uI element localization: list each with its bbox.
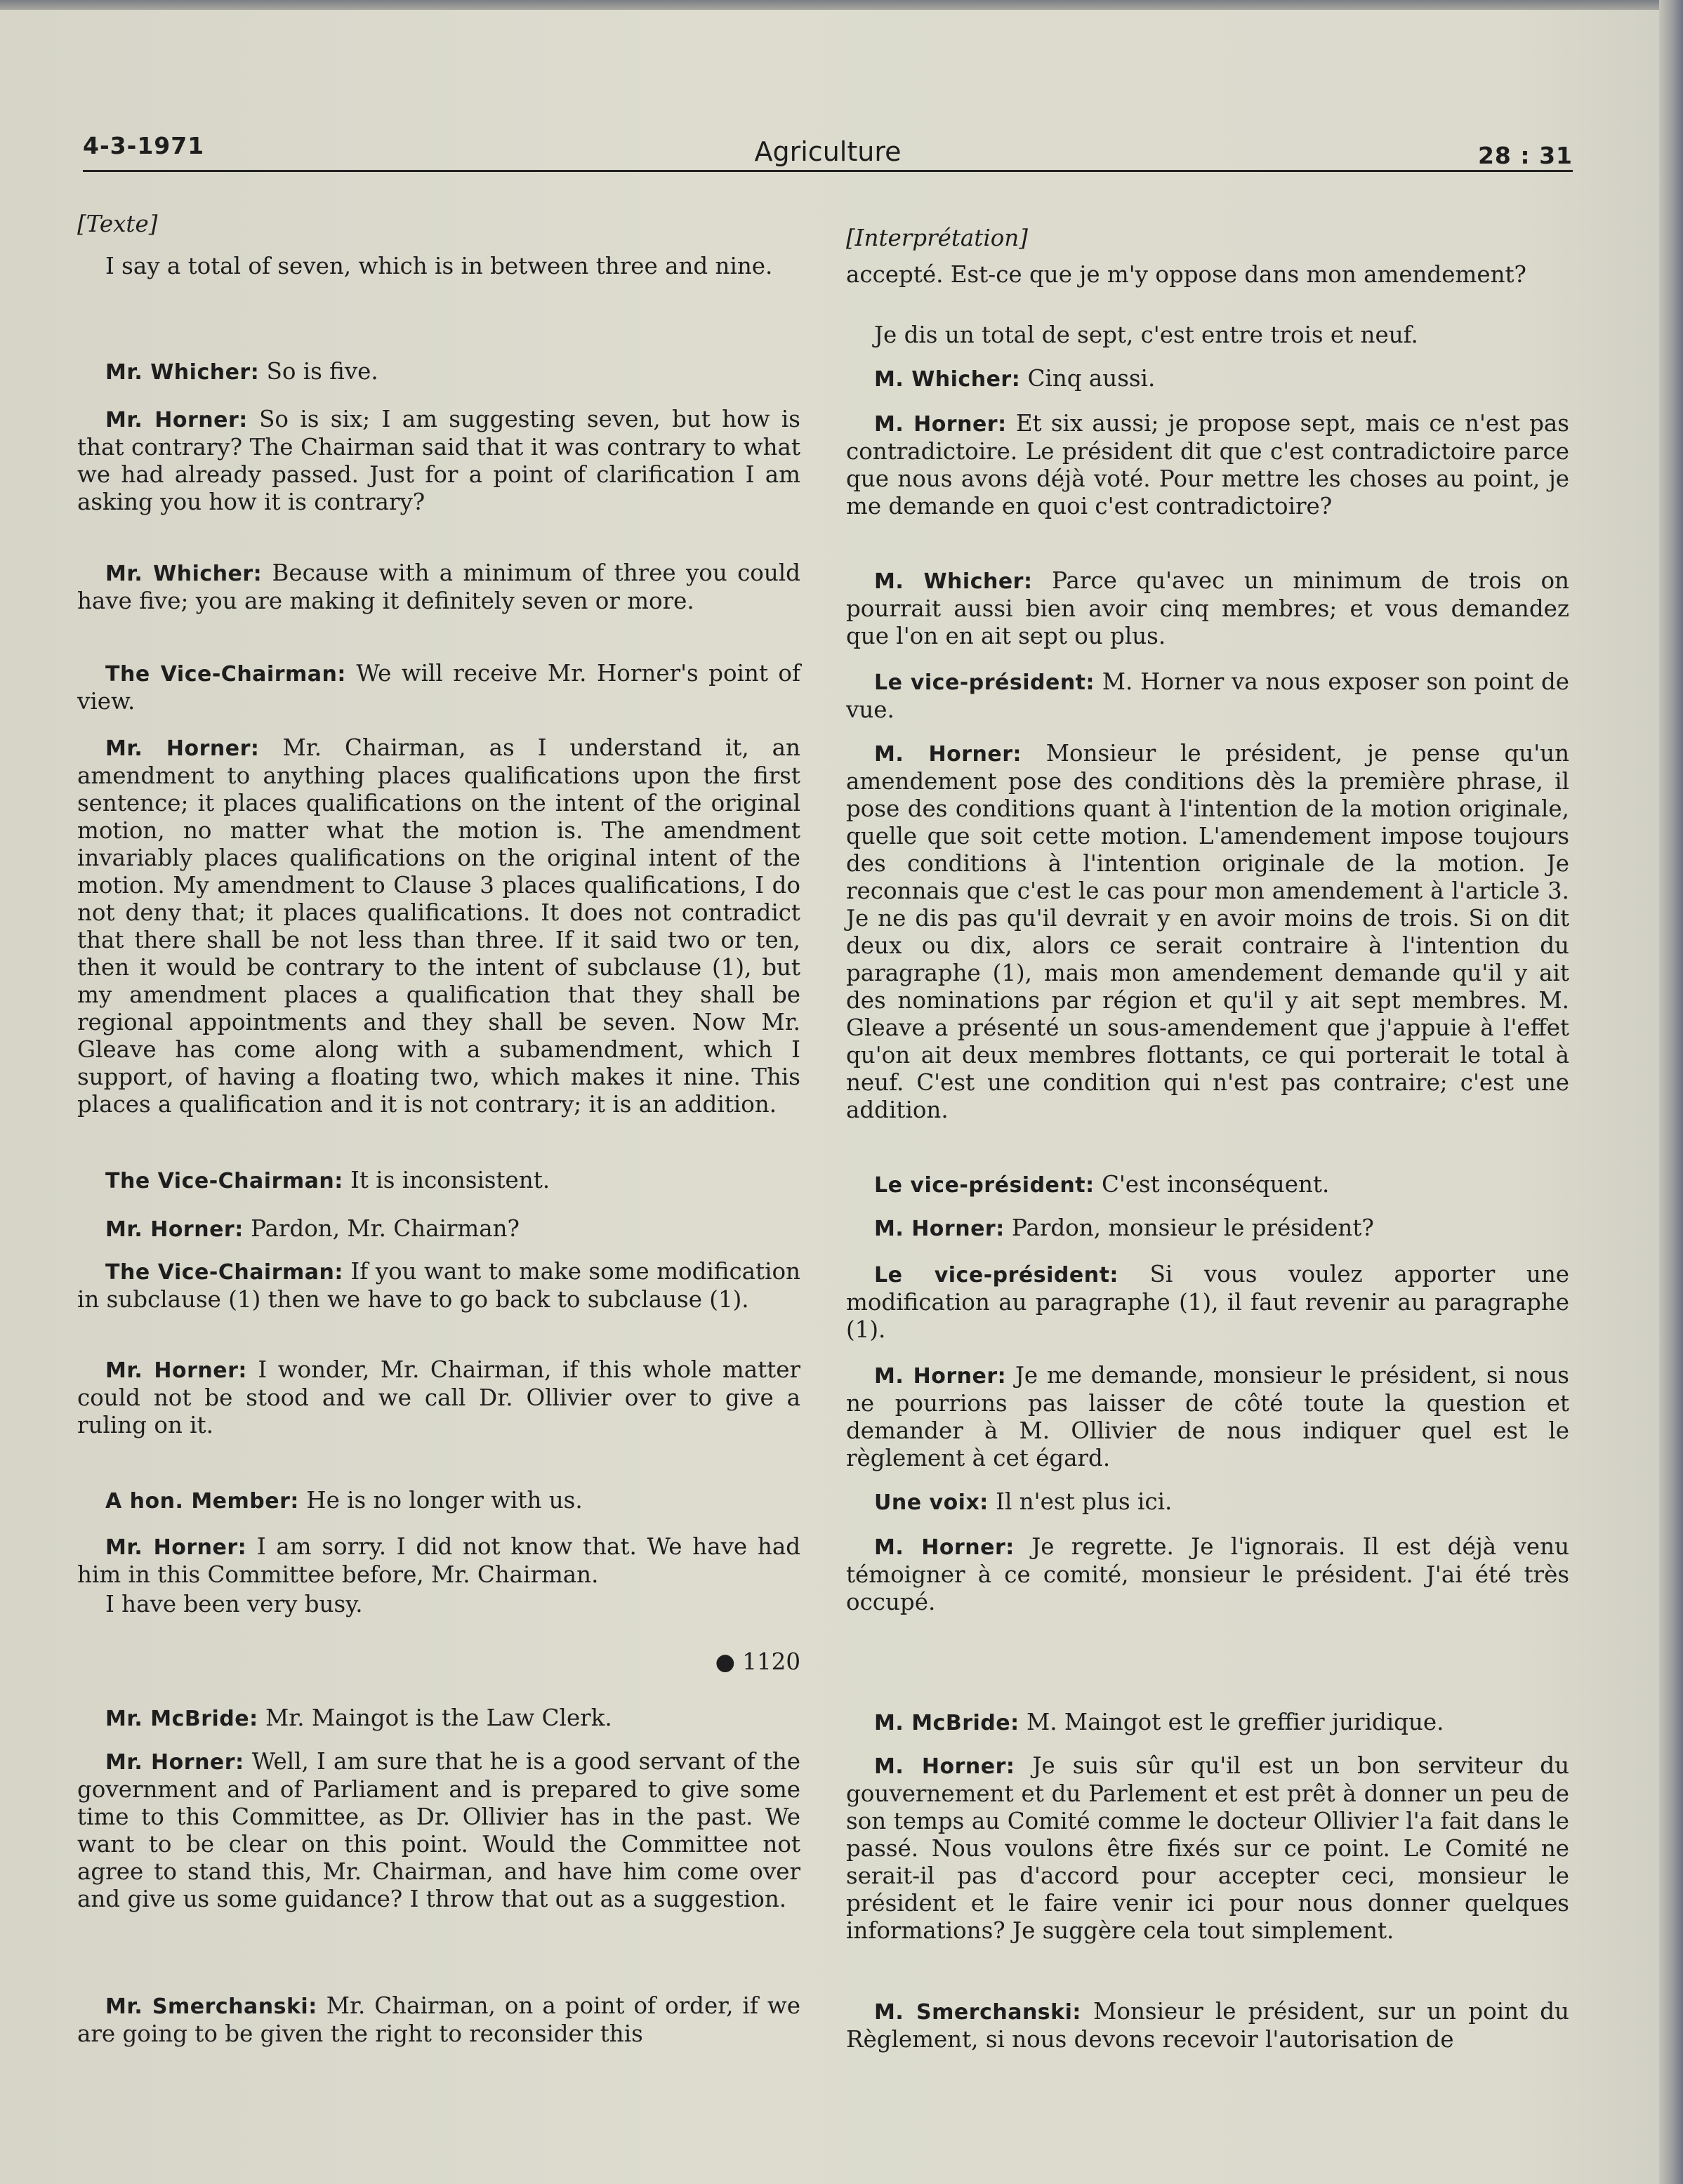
paragraph [846,1362,1569,1472]
paragraph [846,365,1569,393]
speaker-name: M. Horner: [874,412,1007,437]
paragraph [846,410,1569,520]
speaker-name: Le vice-président: [874,1263,1118,1288]
paragraph-text: Il n'est plus ici. [996,1488,1173,1515]
paragraph [77,660,800,715]
paragraph [77,560,800,615]
paragraph-text: Monsieur le président, je pense qu'un amendement pose des conditions dès la première phrase, il pose des conditions quant à l'intention de la motion originale, quelle que soit cette motion. L'amendement impose toujours des conditions à l'intention originale de la motion. Je reconnais que c'est le cas pour mon amendement à l'article 3. Je ne dis pas qu'il devrait y en avoir moins de trois. Si on dit deux ou dix, alors ce serait contraire à l'intention du paragraphe (1), mais mon amendement demande qu'il y ait des nominations par région et qu'il y ait sept membres. M. Gleave a présenté un sous-amendement que j'appuie à l'effet qu'on ait deux membres flottants, ce qui porterait le total à neuf. C'est une condition qui n'est pas contraire; c'est une addition. [846,740,1570,1123]
paragraph-text: We will receive Mr. Horner's point of view. [77,660,800,715]
paragraph-text: He is no longer with us. [306,1487,583,1514]
paragraph [77,1705,800,1733]
speaker-name: Mr. Horner: [105,1217,244,1242]
paragraph-text: I say a total of seven, which is in between three and nine. [105,253,773,279]
paragraph-text: Pardon, monsieur le président? [1012,1215,1374,1241]
paragraph [77,1992,800,2048]
speaker-name: Le vice-président: [874,1173,1095,1198]
paragraph-text: Cinq aussi. [1027,365,1156,392]
speaker-name: Mr. McBride: [105,1707,258,1731]
speaker-name: The Vice-Chairman: [105,662,346,687]
section-label [77,211,800,238]
speaker-name: Le vice-président: [874,670,1095,695]
paragraph [846,322,1569,350]
paragraph [846,1215,1569,1243]
speaker-name: The Vice-Chairman: [105,1169,343,1193]
time-marker: ● 1120 [715,1648,800,1675]
speaker-name: M. Whicher: [874,367,1021,392]
paragraph-text: I am sorry. I did not know that. We have had him in this Committee before, Mr. Chairman. [77,1533,800,1588]
paragraph-text: Je regrette. Je l'ignorais. Il est déjà venu témoigner à ce comité, monsieur le président. J'ai été très occupé. [846,1533,1569,1615]
paragraph-text: M. Horner va nous exposer son point de vue. [846,668,1569,723]
running-header [83,126,1573,170]
paragraph [77,1356,800,1439]
paragraph [77,1487,800,1515]
paragraph [77,1167,800,1195]
paragraph [846,668,1569,724]
paragraph [846,1709,1569,1737]
paragraph [846,740,1569,1124]
paragraph-text: Monsieur le président, sur un point du Règlement, si nous devons recevoir l'autorisation de [846,1998,1569,2053]
paragraph-text: Because with a minimum of three you could have five; you are making it definitely seven or more. [77,560,800,614]
paragraph [846,1998,1569,2053]
speaker-name: Mr. Horner: [105,736,260,761]
paragraph [846,1488,1569,1516]
header-title: Agriculture [754,136,902,167]
header-date: 4-3-1971 [83,132,205,159]
paragraph-text: Mr. Chairman, on a point of order, if we are going to be given the right to reconsider this [77,1992,800,2047]
paragraph-text: It is inconsistent. [350,1167,550,1193]
paragraph [77,1591,800,1619]
paragraph-text: If you want to make some modification in subclause (1) then we have to go back to subclause (1). [77,1258,800,1313]
interpretation-label: [Interprétation] [846,225,1028,251]
scan-top-edge [0,0,1683,10]
paragraph-text: I have been very busy. [105,1591,363,1617]
paragraph-text: Parce qu'avec un minimum de trois on pourrait aussi bien avoir cinq membres; et vous demandez que l'on en ait sept ou plus. [846,567,1569,649]
paragraph [846,567,1569,650]
header-page-number: 28 : 31 [1477,142,1573,169]
paragraph [77,1258,800,1313]
speaker-name: A hon. Member: [105,1489,299,1514]
paragraph [846,1261,1569,1344]
paragraph [77,1748,800,1913]
paragraph [77,253,800,281]
speaker-name: Mr. Horner: [105,1535,247,1560]
paragraph-text: Mr. Chairman, as I understand it, an amendment to anything places qualifications upon the first sentence; it places qualifications on the intent of the original motion, no matter what the motion is. The amendment invariably places qualifications on the original intent of the motion. My amendment to Clause 3 places qualifications, I do not deny that; it places qualifications. It does not contradict that there shall be not less than three. If it said two or ten, then it would be contrary to the intent of subclause (1), but my amendment places a qualification that they shall be regional appointments and they shall be seven. Now Mr. Gleave has come along with a subamendment, which I support, of having a floating two, which makes it nine. This places a qualification and it is not contrary; it is an addition. [77,734,800,1118]
speaker-name: The Vice-Chairman: [105,1260,343,1285]
paragraph-text: Pardon, Mr. Chairman? [251,1215,520,1242]
speaker-name: M. McBride: [874,1711,1019,1735]
speaker-name: M. Horner: [874,1535,1015,1560]
paragraph-text: Je me demande, monsieur le président, si nous ne pourrions pas laisser de côté toute la question et demander à M. Ollivier de nous indiquer quel est le règlement à cet égard. [846,1362,1569,1471]
paragraph [77,1533,800,1589]
paragraph [77,406,800,516]
paragraph-text: So is five. [266,358,378,385]
paragraph [846,261,1569,289]
paragraph-text: So is six; I am suggesting seven, but how is that contrary? The Chairman said that it was contrary to what we had already passed. Just for a point of clarification I am asking you how it is contrary? [77,406,800,515]
speaker-name: Une voix: [874,1490,989,1515]
paragraph-text: I wonder, Mr. Chairman, if this whole matter could not be stood and we call Dr. Ollivier over to give a ruling on it. [77,1356,800,1438]
header-rule [83,170,1573,172]
speaker-name: Mr. Horner: [105,1358,247,1383]
paragraph-text: Well, I am sure that he is a good servant of the government and of Parliament and is prepared to give some time to this Committee, as Dr. Ollivier has in the past. We want to be clear on this point. Would the Committee not agree to stand this, Mr. Chairman, and have him come over and give us some guidance? I throw that out as a suggestion. [77,1748,800,1912]
speaker-name: Mr. Horner: [105,1750,244,1775]
paragraph [77,1215,800,1243]
paragraph-text: accepté. Est-ce que je m'y oppose dans mon amendement? [846,261,1526,288]
paragraph [846,1533,1569,1616]
paragraph-text: Je suis sûr qu'il est un bon serviteur du gouvernement et du Parlement et est prêt à donner un peu de son temps au Comité comme le docteur Ollivier l'a fait dans le passé. Nous voulons être fixés sur ce point. Le Comité ne serait-il pas d'accord pour accepter ceci, monsieur le président et le faire venir ici pour nous donner quelques informations? Je suggère cela tout simplement. [846,1752,1569,1944]
paragraph-text: C'est inconséquent. [1101,1171,1330,1198]
speaker-name: M. Horner: [874,1217,1005,1241]
paragraph [846,1171,1569,1199]
speaker-name: Mr. Smerchanski: [105,1994,317,2019]
paragraph-text: Mr. Maingot is the Law Clerk. [265,1705,612,1731]
texte-label: [Texte] [77,211,158,237]
paragraph-text: Je dis un total de sept, c'est entre trois et neuf. [874,322,1418,348]
paragraph [77,358,800,386]
scan-right-edge [1659,0,1683,2184]
speaker-name: Mr. Whicher: [105,360,260,385]
paragraph [846,1752,1569,1945]
speaker-name: M. Whicher: [874,569,1033,594]
speaker-name: M. Horner: [874,742,1022,767]
section-label [846,225,1569,252]
speaker-name: M. Horner: [874,1754,1015,1779]
paragraph-text: M. Maingot est le greffier juridique. [1026,1709,1444,1735]
speaker-name: Mr. Whicher: [105,562,263,586]
speaker-name: M. Smerchanski: [874,2000,1081,2025]
speaker-name: M. Horner: [874,1364,1007,1389]
paragraph-text: Si vous voulez apporter une modification au paragraphe (1), il faut revenir au paragraphe (1). [846,1261,1569,1343]
speaker-name: Mr. Horner: [105,408,248,432]
paragraph [77,734,800,1118]
paragraph-text: Et six aussi; je propose sept, mais ce n'est pas contradictoire. Le président dit que c'est contradictoire parce que nous avons déjà voté. Pour mettre les choses au point, je me demande en quoi c'est contradictoire? [846,410,1569,519]
